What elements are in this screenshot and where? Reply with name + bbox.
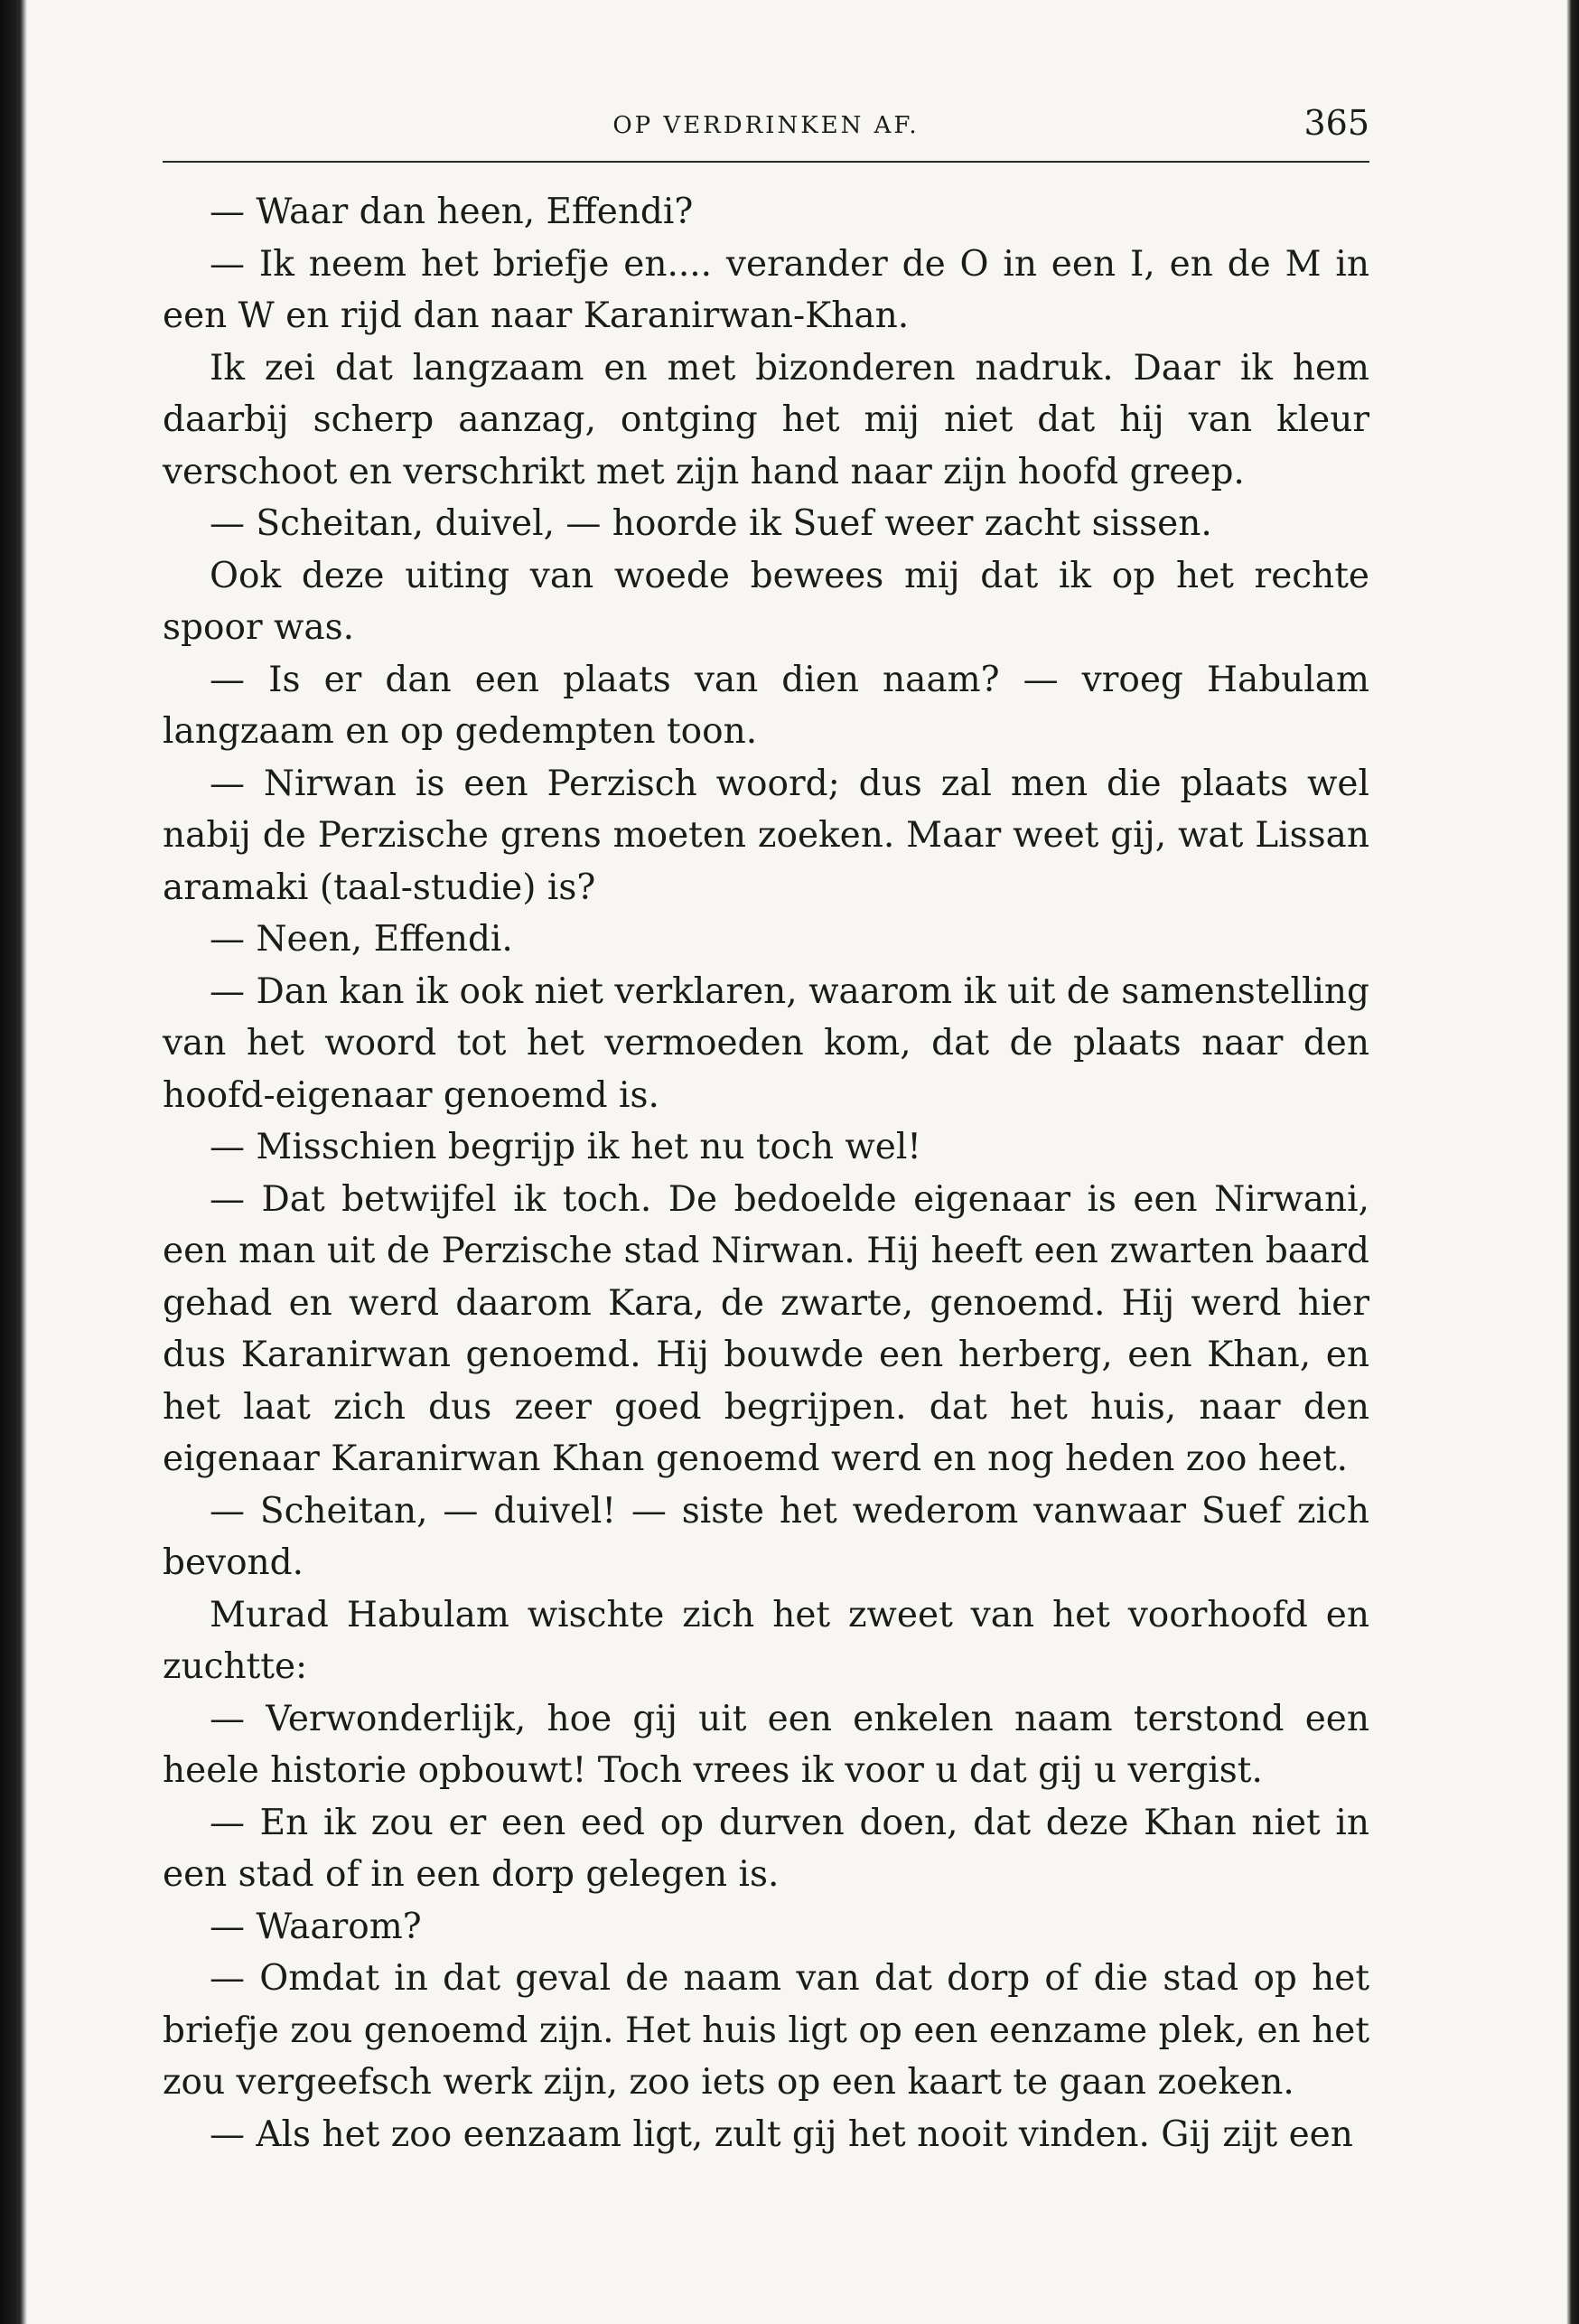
book-page <box>163 101 1369 2225</box>
paragraph: Ook deze uiting van woede bewees mij dat ik op het rechte spoor was. <box>163 555 1369 648</box>
paragraph: — Neen, Effendi. <box>210 919 513 960</box>
page-body <box>163 186 1369 2160</box>
paragraph: — Omdat in dat geval de naam van dat dorp of die stad op het briefje zou genoemd zijn. Het huis ligt op een eenzame plek, en het zou vergeefsch werk zijn, zoo iets op een kaart te gaan zoeken. <box>163 1958 1369 2103</box>
running-title: OP VERDRINKEN AF. <box>612 112 920 139</box>
paragraph: — Nirwan is een Perzisch woord; dus zal men die plaats wel nabij de Perzische grens moeten zoeken. Maar weet gij, wat Lissan aramaki (taal-studie) is? <box>163 763 1369 908</box>
paragraph: — Verwonderlijk, hoe gij uit een enkelen naam terstond een heele historie opbouwt! Toch vrees ik voor u dat gij u vergist. <box>163 1698 1369 1791</box>
paragraph: — Misschien begrijp ik het nu toch wel! <box>210 1127 921 1167</box>
paragraph: — Scheitan, duivel, — hoorde ik Suef weer zacht sissen. <box>210 503 1212 544</box>
paragraph: — Ik neem het briefje en.... verander de O in een I, en de M in een W en rijd dan naar Karanirwan-Khan. <box>163 243 1369 336</box>
paragraph: Murad Habulam wischte zich het zweet van het voorhoofd en zuchtte: <box>163 1594 1369 1687</box>
running-head <box>163 101 1369 161</box>
paragraph: — Als het zoo eenzaam ligt, zult gij het nooit vinden. Gij zijt een <box>210 2113 1353 2155</box>
paragraph: — Dat betwijfel ik toch. De bedoelde eigenaar is een Nirwani, een man uit de Perzische stad Nirwan. Hij heeft een zwarten baard gehad en werd daarom Kara, de zwarte, genoemd. Hij werd hier dus Karanirwan genoemd. Hij bouwde een herberg, een Khan, en het laat zich dus zeer goed begrijpen. dat het huis, naar den eigenaar Karanirwan Khan genoemd werd en nog heden zoo heet. <box>163 1178 1369 1479</box>
paragraph: Ik zei dat langzaam en met bizonderen nadruk. Daar ik hem daarbij scherp aanzag, ontging het mij niet dat hij van kleur verschoot en verschrikt met zijn hand naar zijn hoofd greep. <box>163 347 1369 492</box>
scan-edge-right <box>1566 0 1579 2324</box>
page-number: 365 <box>1303 103 1369 143</box>
paragraph: — Scheitan, — duivel! — siste het wederom vanwaar Suef zich bevond. <box>163 1490 1369 1583</box>
paragraph: — Is er dan een plaats van dien naam? — vroeg Habulam langzaam en op gedempten toon. <box>163 659 1369 752</box>
paragraph: — Waarom? <box>210 1906 422 1947</box>
paragraph: — En ik zou er een eed op durven doen, dat deze Khan niet in een stad of in een dorp gelegen is. <box>163 1802 1369 1895</box>
paragraph: — Waar dan heen, Effendi? <box>210 192 694 232</box>
paragraph: — Dan kan ik ook niet verklaren, waarom ik uit de samenstelling van het woord tot het vermoeden kom, dat de plaats naar den hoofd-eigenaar genoemd is. <box>163 970 1369 1116</box>
header-rule <box>163 161 1369 163</box>
scan-edge-left <box>0 0 27 2324</box>
